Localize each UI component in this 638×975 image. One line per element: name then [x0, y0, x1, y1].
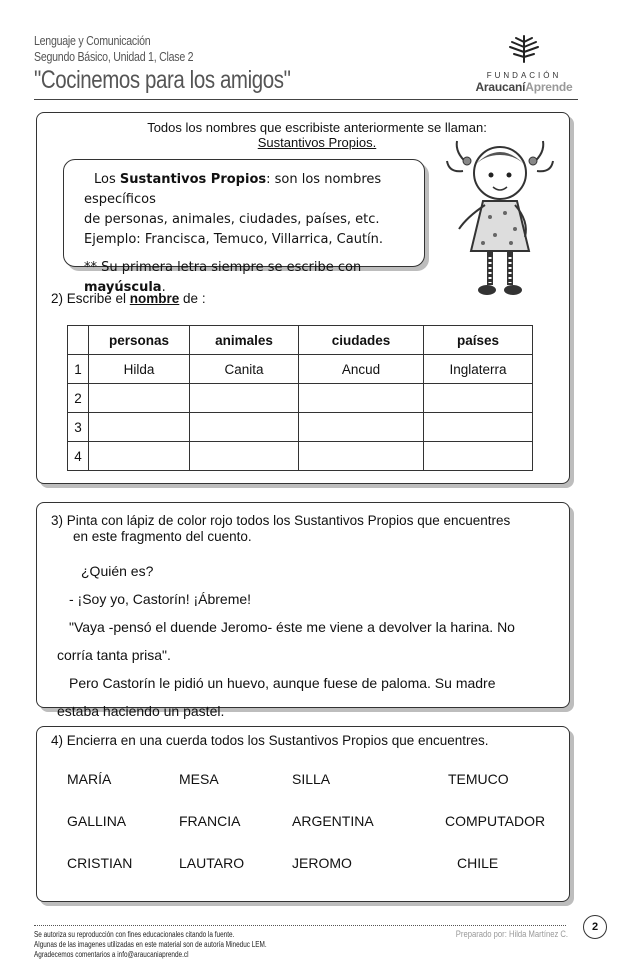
tree-logo-icon [504, 34, 544, 64]
question-4: 4) Encierra en una cuerda todos los Sustantivos Propios que encuentres. [51, 733, 489, 748]
column-header: animales [190, 326, 299, 355]
word-item[interactable]: MESA [179, 771, 219, 787]
table-cell: Ancud [299, 355, 424, 384]
story-fragment: ¿Quién es? - ¡Soy yo, Castorín! ¡Ábreme! "Vaya -pensó el duende Jeromo- éste me viene a devolver la harina. No corría tanta prisa". Pero Castorín le pidió un huevo, aunque fuese de paloma. Su madre estaba haciendo un pastel. [57, 563, 515, 719]
table-row: 3 [68, 413, 533, 442]
answer-cell[interactable] [190, 384, 299, 413]
word-item[interactable]: MARÍA [67, 771, 112, 787]
logo-name: AraucaníAprende [475, 80, 573, 94]
question-3: 3) Pinta con lápiz de color rojo todos los Sustantivos Propios que encuentres en este fragmento del cuento. [51, 513, 511, 544]
table-row: 1 Hilda Canita Ancud Inglaterra [68, 355, 533, 384]
definition-bubble: Los Sustantivos Propios: son los nombres específicos de personas, animales, ciudades, países, etc. Ejemplo: Francisca, Temuco, Villarrica, Cautín. ** Su primera letra siempre se escribe con mayúscula. [63, 159, 425, 267]
answer-cell[interactable] [299, 442, 424, 471]
table-row: 2 [68, 384, 533, 413]
page-number: 2 [583, 915, 607, 939]
footer-notes: Se autoriza su reproducción con fines educacionales citando la fuente. Algunas de las imagenes utilizadas en este material son de autoría Mineduc LEM. Agradecemos comentarios a info@araucaniaprende.cl [34, 930, 267, 959]
answer-cell[interactable] [299, 413, 424, 442]
word-item[interactable]: COMPUTADOR [445, 813, 546, 829]
header-rule [34, 99, 578, 100]
page-title: "Cocinemos para los amigos" [34, 66, 291, 94]
answer-cell[interactable] [190, 442, 299, 471]
column-header: países [424, 326, 533, 355]
section-story [36, 502, 570, 719]
table-row: 4 [68, 442, 533, 471]
girl-illustration [445, 133, 555, 303]
answer-cell[interactable] [89, 384, 190, 413]
answer-cell[interactable] [424, 384, 533, 413]
header-course: Segundo Básico, Unidad 1, Clase 2 [34, 50, 194, 64]
column-header: ciudades [299, 326, 424, 355]
word-item[interactable]: FRANCIA [179, 813, 241, 829]
table-cell: Inglaterra [424, 355, 533, 384]
answer-cell[interactable] [299, 384, 424, 413]
word-item[interactable]: TEMUCO [448, 771, 509, 787]
word-item[interactable]: SILLA [292, 771, 331, 787]
table-cell: Hilda [89, 355, 190, 384]
table-cell: Canita [190, 355, 299, 384]
names-table [67, 325, 533, 471]
intro-text: Todos los nombres que escribiste anteriormente se llaman: Sustantivos Propios. [147, 120, 487, 150]
answer-cell[interactable] [190, 413, 299, 442]
answer-cell[interactable] [424, 442, 533, 471]
answer-cell[interactable] [89, 413, 190, 442]
table-header-row [68, 326, 533, 355]
footer-divider [34, 925, 566, 926]
column-header: personas [89, 326, 190, 355]
question-2: 2) Escribe el nombre de : [51, 291, 206, 306]
word-item[interactable]: LAUTARO [179, 855, 245, 871]
word-item[interactable]: ARGENTINA [292, 813, 374, 829]
araucania-aprende-logo [474, 34, 574, 94]
prepared-by: Preparado por: Hilda Martínez C. [455, 929, 568, 939]
word-item[interactable]: CHILE [457, 855, 499, 871]
section-words [36, 726, 570, 902]
word-item[interactable]: GALLINA [67, 813, 127, 829]
answer-cell[interactable] [424, 413, 533, 442]
logo-fundacion: FUNDACIÓN [486, 71, 562, 80]
header-subject: Lenguaje y Comunicación [34, 34, 151, 48]
word-item[interactable]: CRISTIAN [67, 855, 133, 871]
section-sustantivos-propios [36, 112, 570, 484]
word-item[interactable]: JEROMO [292, 855, 352, 871]
answer-cell[interactable] [89, 442, 190, 471]
